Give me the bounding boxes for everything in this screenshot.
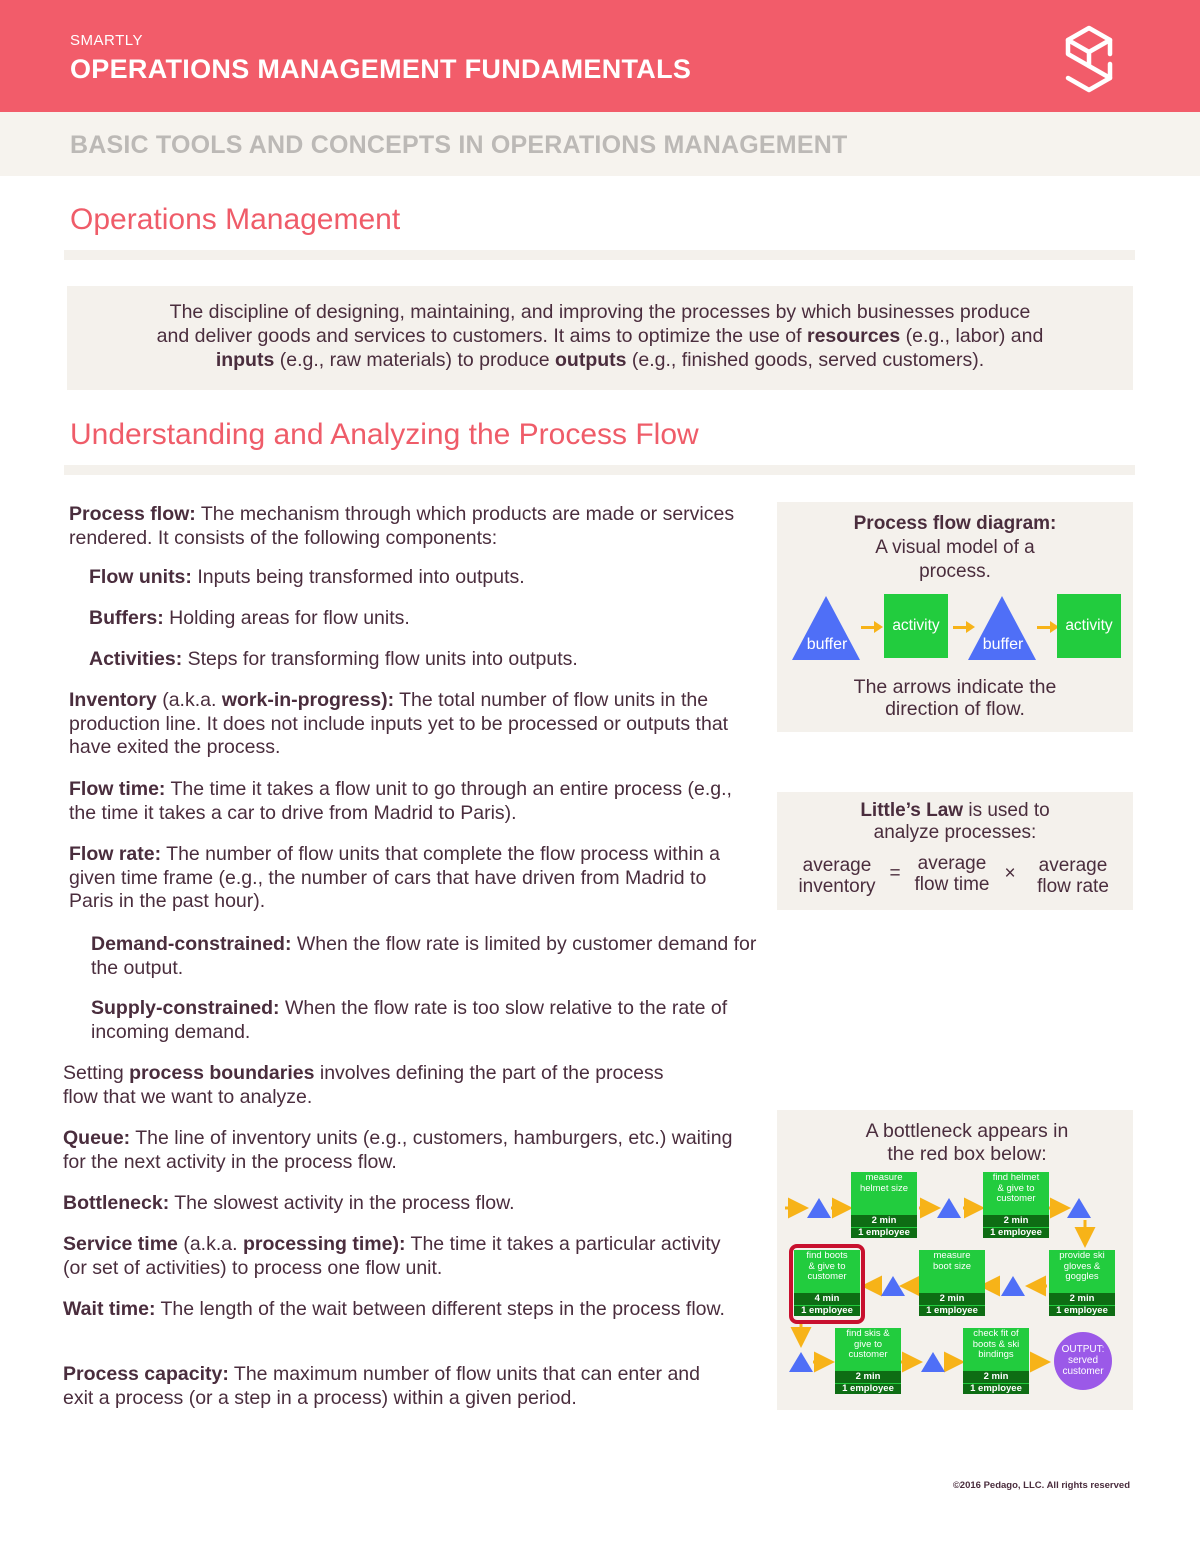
buffer-triangle: [1067, 1198, 1091, 1218]
activity-check-fit: check fit of boots & ski bindings 2 min 1 employee: [963, 1328, 1029, 1394]
definition-supply-constrained: Supply-constrained: When the flow rate is too slow relative to the rate of incoming demand.: [91, 997, 728, 1043]
buffer-label-2: buffer: [982, 636, 1024, 653]
section-title-process-flow: Understanding and Analyzing the Process Flow: [70, 418, 699, 451]
formula-equals-sign: =: [889, 863, 901, 884]
bottleneck-title-line-2: the red box below:: [887, 1143, 1047, 1165]
definition-process-capacity: Process capacity: The maximum number of flow units that can enter and exit a process (or a step in a process) within a given period.: [63, 1363, 700, 1409]
document-title: OPERATIONS MANAGEMENT FUNDAMENTALS: [70, 54, 692, 84]
definition-line-3: inputs (e.g., raw materials) to produce outputs (e.g., finished goods, served customers).: [215, 349, 985, 371]
littles-law-line-1: Little’s Law is used to: [860, 800, 1050, 821]
definition-service-time: Service time (a.k.a. processing time): The time it takes a particular activity (or set of activities) to process one flow unit.: [63, 1233, 721, 1279]
activity-find-helmet: find helmet & give to customer 2 min 1 employee: [983, 1172, 1049, 1238]
term-resources: resources: [807, 325, 901, 347]
smartly-s-logo-icon: [1062, 24, 1116, 94]
panel-caption-line-2: direction of flow.: [885, 698, 1025, 720]
activity-box-1: activity: [884, 594, 948, 658]
bottleneck-panel: [777, 1110, 1133, 1410]
definition-demand-constrained: Demand-constrained: When the flow rate is limited by customer demand for the output.: [91, 933, 757, 979]
activity-box-2: activity: [1057, 594, 1121, 658]
definition-activities: Activities: Steps for transforming flow units into outputs.: [89, 648, 578, 670]
formula-average-inventory: average inventory: [798, 855, 876, 897]
buffer-triangle: [789, 1352, 813, 1372]
definition-queue: Queue: The line of inventory units (e.g., customers, hamburgers, etc.) waiting for the next activity in the process flow.: [63, 1127, 733, 1173]
brand-name: SMARTLY: [70, 32, 143, 49]
section-divider: [64, 250, 1135, 260]
term-inputs: inputs: [215, 349, 275, 371]
flow-arrow: [953, 626, 967, 629]
panel-subtitle-line-2: process.: [919, 561, 991, 582]
activity-find-boots-bottleneck: find boots & give to customer 4 min 1 employee: [794, 1250, 860, 1316]
panel-caption-line-1: The arrows indicate the: [853, 676, 1057, 698]
definition-box: [67, 286, 1133, 390]
formula-average-flow-time: average flow time: [914, 853, 990, 895]
definition-flow-rate: Flow rate: The number of flow units that complete the flow process within a given time frame (e.g., the number of cars that have driven from Madrid to Paris in the past hour).: [69, 843, 721, 912]
definition-bottleneck: Bottleneck: The slowest activity in the process flow.: [63, 1192, 515, 1214]
section-title-operations-management: Operations Management: [70, 203, 401, 236]
copyright-footer: ©2016 Pedago, LLC. All rights reserved: [952, 1480, 1130, 1491]
definition-line-2: and deliver goods and services to customers. It aims to optimize the use of resources (e.g., labor) and: [156, 325, 1044, 347]
littles-law-panel: [777, 792, 1133, 910]
output-served-customer: OUTPUT: served customer: [1054, 1332, 1112, 1390]
activity-find-skis: find skis & give to customer 2 min 1 employee: [835, 1328, 901, 1394]
littles-law-line-2: analyze processes:: [873, 822, 1037, 843]
panel-subtitle-line-1: A visual model of a: [875, 537, 1035, 558]
buffer-triangle: [807, 1198, 831, 1218]
buffer-triangle: [937, 1198, 961, 1218]
definition-process-boundaries: Setting process boundaries involves defining the part of the process flow that we want to analyze.: [63, 1062, 664, 1108]
definition-flow-units: Flow units: Inputs being transformed into outputs.: [89, 566, 525, 588]
definition-process-flow: Process flow: The mechanism through which products are made or services rendered. It consists of the following components:: [69, 503, 735, 549]
buffer-label-1: buffer: [806, 636, 848, 653]
process-flow-diagram-panel: [777, 502, 1133, 732]
bottleneck-title-line-1: A bottleneck appears in: [865, 1120, 1069, 1142]
subheader-title: BASIC TOOLS AND CONCEPTS IN OPERATIONS MANAGEMENT: [70, 131, 848, 159]
definition-wait-time: Wait time: The length of the wait between different steps in the process flow.: [63, 1298, 725, 1320]
term-littles-law: Little’s Law: [860, 800, 964, 821]
activity-measure-boot-size: measure boot size 2 min 1 employee: [919, 1250, 985, 1316]
buffer-triangle: [881, 1276, 905, 1296]
definition-inventory: Inventory (a.k.a. work-in-progress): The total number of flow units in the production line. It does not include inputs yet to be processed or outputs that have exited the process.: [69, 689, 729, 758]
formula-average-flow-rate: average flow rate: [1037, 855, 1109, 897]
definition-line-1: The discipline of designing, maintaining, and improving the processes by which businesses produce: [169, 301, 1031, 323]
flow-arrow: [861, 626, 875, 629]
formula-times-sign: ×: [1004, 863, 1016, 884]
definition-buffers: Buffers: Holding areas for flow units.: [89, 607, 410, 629]
term-outputs: outputs: [555, 349, 627, 371]
activity-provide-ski-gloves: provide ski gloves & goggles 2 min 1 employee: [1049, 1250, 1115, 1316]
section-divider: [64, 465, 1135, 475]
panel-title: Process flow diagram:: [853, 513, 1057, 534]
flow-arrow: [1037, 626, 1051, 629]
buffer-triangle: [1001, 1276, 1025, 1296]
activity-measure-helmet-size: measure helmet size 2 min 1 employee: [851, 1172, 917, 1238]
definition-flow-time: Flow time: The time it takes a flow unit to go through an entire process (e.g., the time it takes a car to drive from Madrid to Paris).: [69, 778, 732, 824]
buffer-triangle: [921, 1352, 945, 1372]
